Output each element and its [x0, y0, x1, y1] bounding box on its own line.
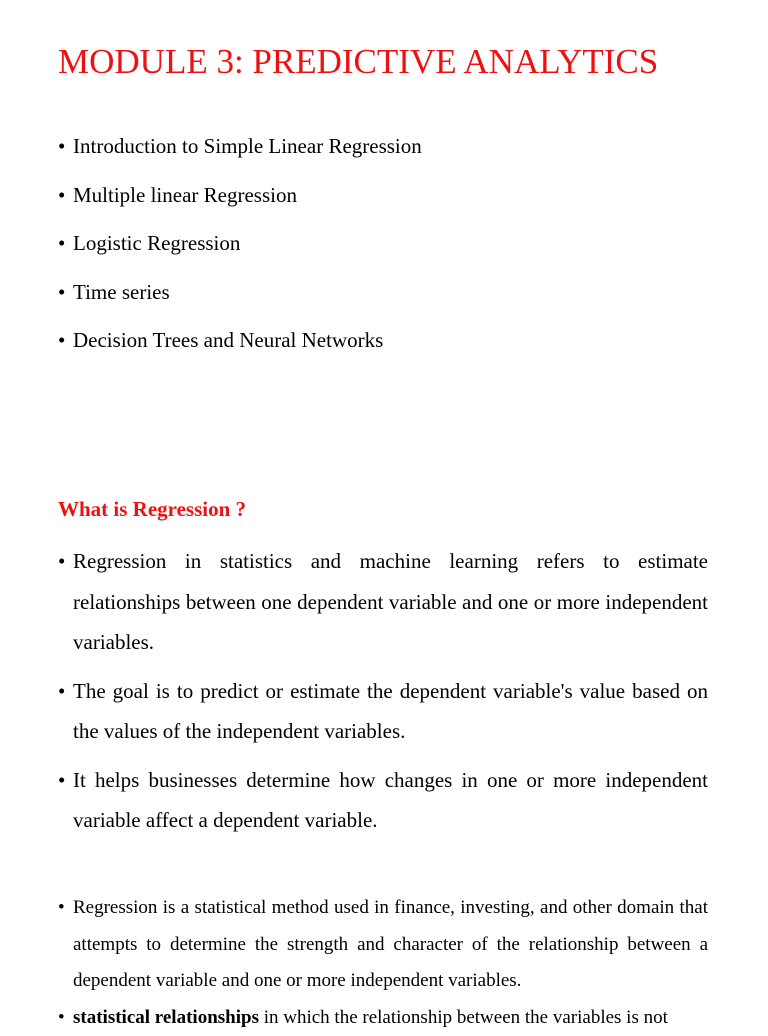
detail-item	[58, 890, 708, 1000]
topic-text: Logistic Regression	[73, 231, 240, 255]
detail-bold-text: statistical relationships	[73, 1007, 259, 1028]
section-heading: What is Regression ?	[58, 497, 246, 522]
topic-item	[58, 179, 708, 228]
regression-detail-points	[58, 890, 708, 1036]
point-text: The goal is to predict or estimate the dependent variable's value based on the values of the independent variables.	[73, 679, 708, 744]
topic-text: Introduction to Simple Linear Regression	[73, 134, 422, 158]
bullet-icon: •	[58, 179, 65, 211]
point-item	[58, 541, 708, 663]
bullet-icon: •	[58, 890, 65, 927]
bullet-icon: •	[58, 760, 65, 801]
topic-item	[58, 130, 708, 179]
topic-text: Multiple linear Regression	[73, 183, 297, 207]
bullet-icon: •	[58, 1000, 65, 1036]
bullet-icon: •	[58, 541, 65, 582]
detail-text: Regression is a statistical method used in finance, investing, and other domain that attempts to determine the strength and character of the relationship between a dependent variable and one or more independent variables.	[73, 897, 708, 991]
point-text: It helps businesses determine how changes in one or more independent variable affect a dependent variable.	[73, 768, 708, 833]
detail-item	[58, 1000, 708, 1036]
topic-item	[58, 227, 708, 276]
page-title: MODULE 3: PREDICTIVE ANALYTICS	[58, 42, 658, 82]
bullet-icon: •	[58, 671, 65, 712]
topic-list	[58, 130, 708, 373]
bullet-icon: •	[58, 227, 65, 259]
point-text: Regression in statistics and machine learning refers to estimate relationships between one dependent variable and one or more independent variables.	[73, 549, 708, 654]
bullet-icon: •	[58, 130, 65, 162]
topic-item	[58, 276, 708, 325]
topic-item	[58, 324, 708, 373]
point-item	[58, 671, 708, 752]
bullet-icon: •	[58, 276, 65, 308]
regression-points	[58, 541, 708, 849]
detail-text: in which the relationship between the variables is not	[259, 1007, 668, 1028]
topic-text: Time series	[73, 280, 170, 304]
topic-text: Decision Trees and Neural Networks	[73, 328, 383, 352]
bullet-icon: •	[58, 324, 65, 356]
point-item	[58, 760, 708, 841]
